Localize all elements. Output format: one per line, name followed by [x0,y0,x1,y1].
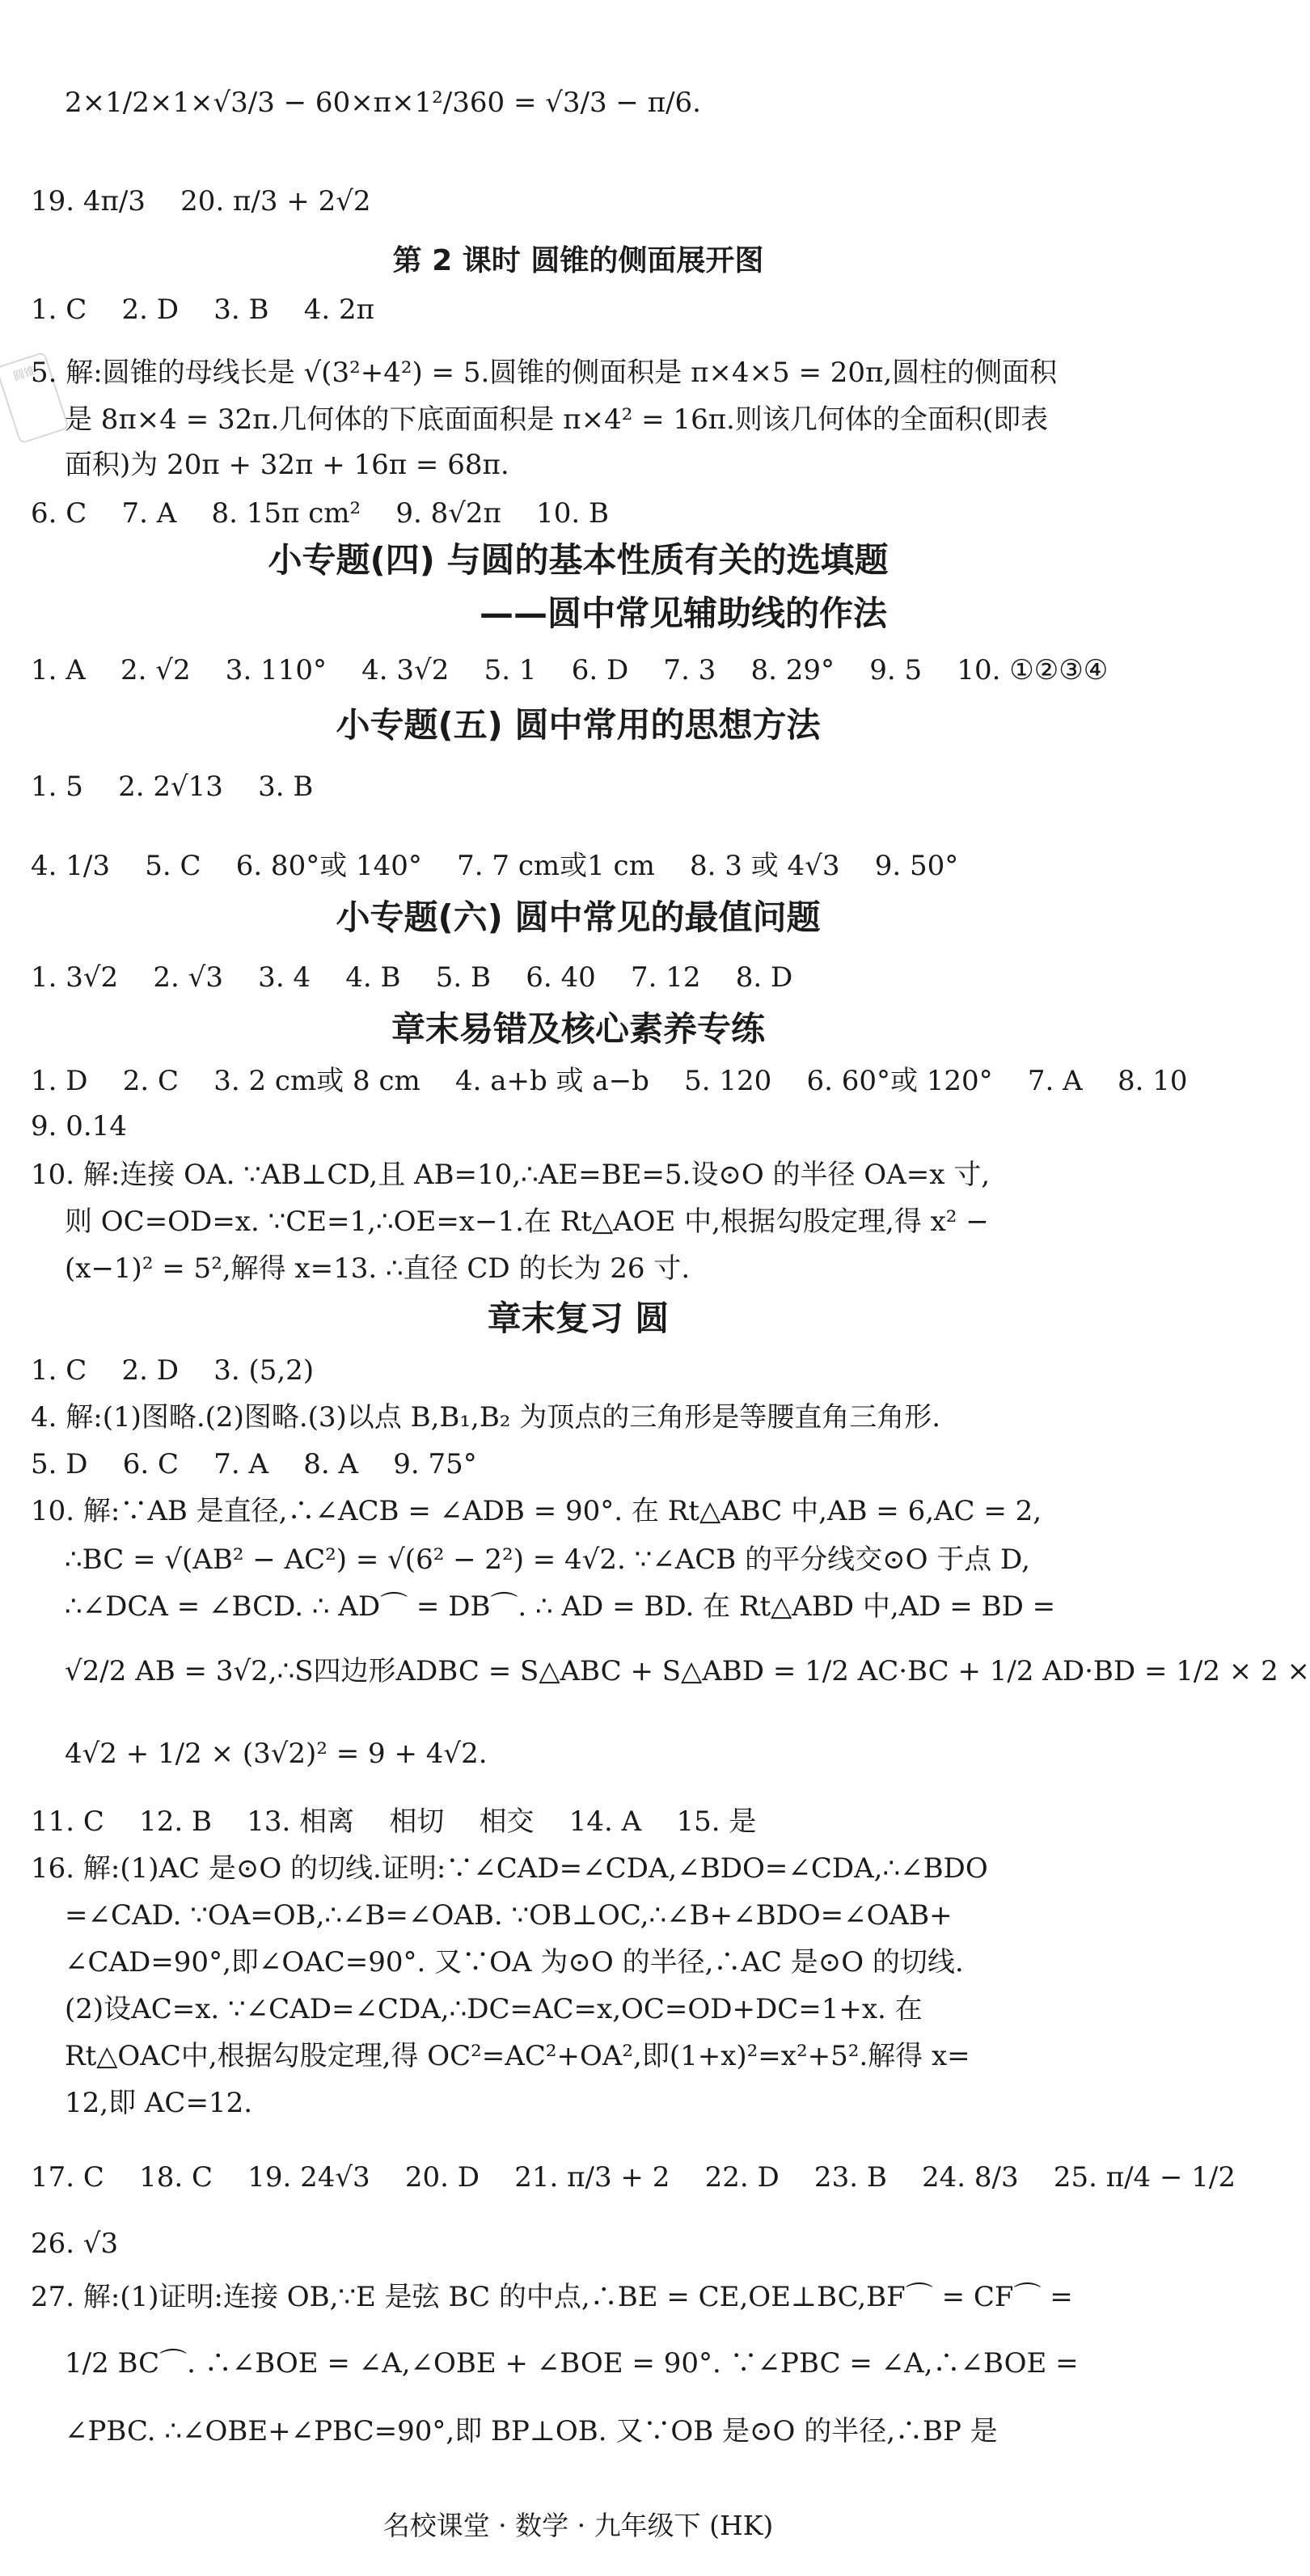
section-heading: 章末复习 圆 [487,1299,670,1338]
answer-line: 1. A 2. √2 3. 110° 4. 3√2 5. 1 6. D 7. 3 8. 29° 9. 5 10. ①②③④ [31,654,1109,686]
answer-line: 则 OC=OD=x. ∵CE=1,∴OE=x−1.在 Rt△AOE 中,根据勾股定理,得 x² − [65,1206,989,1238]
answer-line: 5. D 6. C 7. A 8. A 9. 75° [31,1448,477,1480]
section-heading: 小专题(五) 圆中常用的思想方法 [336,705,821,745]
answer-line: 11. C 12. B 13. 相离 相切 相交 14. A 15. 是 [31,1805,757,1838]
answer-line: 是 8π×4 = 32π.几何体的下底面面积是 π×4² = 16π.则该几何体的全面积(即表 [65,403,1049,436]
answer-line: 19. 4π/3 20. π/3 + 2√2 [31,185,371,217]
answer-line: 1. 5 2. 2√13 3. B [31,771,314,803]
answer-line: 17. C 18. C 19. 24√3 20. D 21. π/3 + 2 22. D 23. B 24. 8/3 25. π/4 − 1/2 [31,2161,1236,2194]
answer-line: 9. 0.14 [31,1110,127,1142]
section-subheading: ——圆中常见辅助线的作法 [479,593,887,633]
watermark-text: 圆锥 [11,364,38,384]
answer-line: 1. 3√2 2. √3 3. 4 4. B 5. B 6. 40 7. 12 8. D [31,961,793,994]
answer-line: 16. 解:(1)AC 是⊙O 的切线.证明:∵∠CAD=∠CDA,∠BDO=∠CDA,∴∠BDO [31,1852,988,1885]
answer-line: √2/2 AB = 3√2,∴S四边形ADBC = S△ABC + S△ABD = 1/2 AC·BC + 1/2 AD·BD = 1/2 × 2 × [65,1655,1310,1687]
answer-line: ∴BC = √(AB² − AC²) = √(6² − 2²) = 4√2. ∵∠ACB 的平分线交⊙O 于点 D, [65,1543,1030,1576]
answer-line: 1. C 2. D 3. B 4. 2π [31,293,374,326]
answer-line: 10. 解:∵AB 是直径,∴∠ACB = ∠ADB = 90°. 在 Rt△ABC 中,AB = 6,AC = 2, [31,1495,1042,1527]
answer-line: 2×1/2×1×√3/3 − 60×π×1²/360 = √3/3 − π/6. [65,87,701,119]
section-heading: 章末易错及核心素养专练 [391,1009,765,1049]
answer-line: 面积)为 20π + 32π + 16π = 68π. [65,449,509,481]
answer-line: 4√2 + 1/2 × (3√2)² = 9 + 4√2. [65,1738,488,1770]
answer-line: Rt△OAC中,根据勾股定理,得 OC²=AC²+OA²,即(1+x)²=x²+5².解得 x= [65,2040,970,2072]
answer-line: 1. D 2. C 3. 2 cm或 8 cm 4. a+b 或 a−b 5. 120 6. 60°或 120° 7. A 8. 10 [31,1065,1188,1097]
answer-line: 27. 解:(1)证明:连接 OB,∵E 是弦 BC 的中点,∴BE = CE,OE⊥BC,BF⌒ = CF⌒ = [31,2281,1073,2313]
answer-line: 1/2 BC⌒. ∴∠BOE = ∠A,∠OBE + ∠BOE = 90°. ∵∠PBC = ∠A,∴∠BOE = [65,2347,1079,2380]
answer-line: 4. 1/3 5. C 6. 80°或 140° 7. 7 cm或1 cm 8. 3 或 4√3 9. 50° [31,850,959,882]
answer-line: 10. 解:连接 OA. ∵AB⊥CD,且 AB=10,∴AE=BE=5.设⊙O 的半径 OA=x 寸, [31,1159,991,1191]
answer-line: ∠CAD=90°,即∠OAC=90°. 又∵OA 为⊙O 的半径,∴AC 是⊙O 的切线. [65,1946,964,1978]
answer-line: 26. √3 [31,2228,119,2260]
answer-line: (2)设AC=x. ∵∠CAD=∠CDA,∴DC=AC=x,OC=OD+DC=1+x. 在 [65,1993,923,2025]
page-footer: 名校课堂 · 数学 · 九年级下 (HK) [382,2510,774,2541]
answer-line: ∠PBC. ∴∠OBE+∠PBC=90°,即 BP⊥OB. 又∵OB 是⊙O 的半径,∴BP 是 [65,2415,998,2447]
answer-line: 1. C 2. D 3. (5,2) [31,1354,315,1387]
answer-line: 6. C 7. A 8. 15π cm² 9. 8√2π 10. B [31,497,609,530]
answer-line: 5. 解:圆锥的母线长是 √(3²+4²) = 5.圆锥的侧面积是 π×4×5 = 20π,圆柱的侧面积 [31,357,1058,389]
section-heading: 第 2 课时 圆锥的侧面展开图 [392,244,764,277]
answer-line: (x−1)² = 5²,解得 x=13. ∴直径 CD 的长为 26 寸. [65,1252,691,1285]
answer-line: ∴∠DCA = ∠BCD. ∴ AD⌒ = DB⌒. ∴ AD = BD. 在 Rt△ABD 中,AD = BD = [65,1590,1056,1623]
answer-line: 4. 解:(1)图略.(2)图略.(3)以点 B,B₁,B₂ 为顶点的三角形是等腰直角三角形. [31,1401,941,1434]
answer-line: =∠CAD. ∵OA=OB,∴∠B=∠OAB. ∵OB⊥OC,∴∠B+∠BDO=∠OAB+ [65,1899,953,1932]
section-heading: 小专题(六) 圆中常见的最值问题 [336,897,821,937]
answer-line: 12,即 AC=12. [65,2087,253,2119]
section-heading: 小专题(四) 与圆的基本性质有关的选填题 [268,540,889,580]
